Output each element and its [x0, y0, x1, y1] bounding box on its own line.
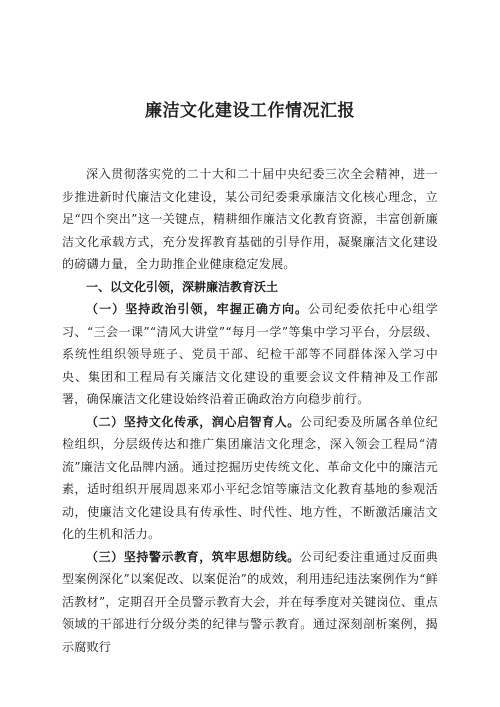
- item-heading: （一）坚持政治引领，牢握正确方向。: [86, 302, 309, 316]
- item-text: 公司纪委注重通过反面典型案例深化”以案促改、以案促治”的成效，利用违纪违法案例作为“鲜活教材”，定期召开全员警示教育大会，并在每季度对关键岗位、重点领域的干部进行分级分类的纪律与警示教育。通过深刻剖析案例，揭示腐败行: [62, 549, 439, 654]
- item-text: 公司纪委及所属各单位纪检组织，分层级传达和推广集团廉洁文化理念，深入领会工程局“清流”廉洁文化品牌内涵。通过挖掘历史传统文化、革命文化中的廉洁元素，适时组织开展周恩来邓小平纪念馆等廉洁文化教育基地的参观活动，使廉洁文化建设具有传承性、时代性、地方性，不断激活廉洁文化的生机和活力。: [62, 414, 438, 541]
- section-item-3: [62, 546, 438, 659]
- section-heading: 一、以文化引领，深耕廉洁教育沃土: [86, 279, 279, 294]
- section-item-2: [62, 411, 438, 546]
- intro-paragraph: 深入贯彻落实党的二十大和二十届中央纪委三次全会精神，进一步推进新时代廉洁文化建设，某公司纪委秉承廉洁文化核心理念，立足“四个突出”这一关键点，精耕细作廉洁文化教育资源，丰富创新廉洁文化承载方式，充分发挥教育基础的引导作用，凝聚廉洁文化建设的磅礴力量，全力助推企业健康稳定发展。: [62, 167, 438, 271]
- item-heading: （三）坚持警示教育，筑牢思想防线。: [86, 549, 300, 564]
- item-text: 公司纪委依托中心组学习、“三会一课”“清风大讲堂”“每月一学”等集中学习平台，分层级、系统性组织领导班子、党员干部、纪检干部等不同群体深入学习中央、集团和工程局有关廉洁文化建设的重要会议文件精神及工作部署，确保廉洁文化建设始终沿着正确政治方向稳步前行。: [62, 302, 438, 406]
- document-title: 廉洁文化建设工作情况汇报: [145, 101, 355, 121]
- section-item-1: [62, 298, 438, 411]
- item-heading: （二）坚持文化传承，润心启智育人。: [86, 414, 300, 429]
